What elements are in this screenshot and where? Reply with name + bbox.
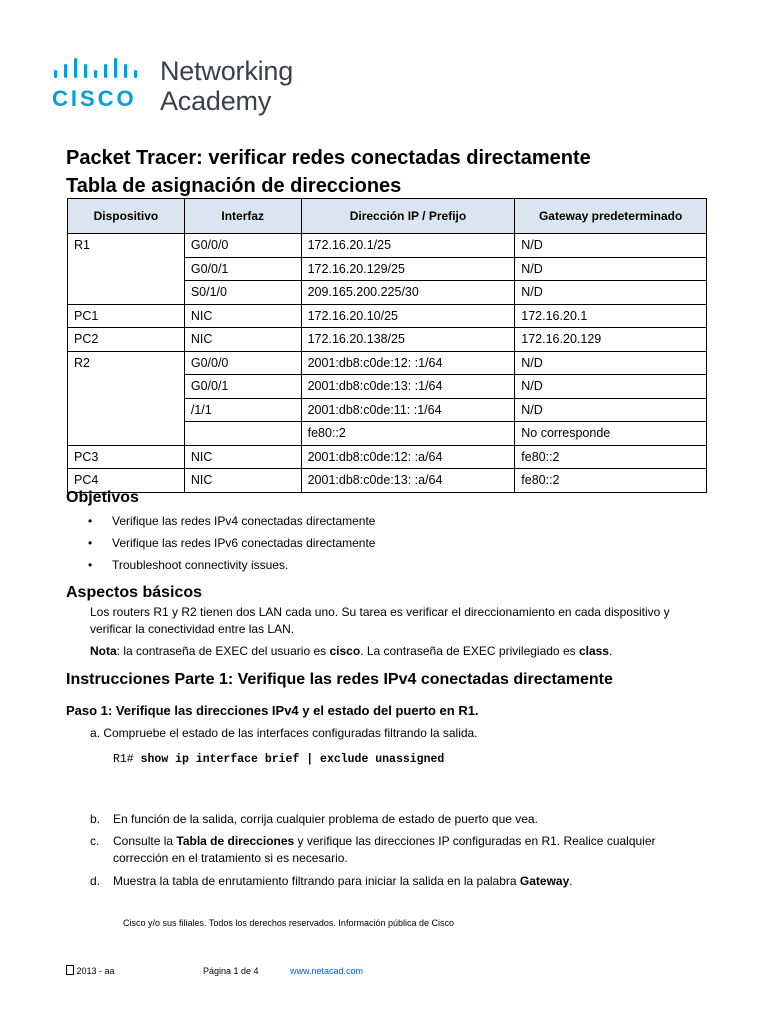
objective-item xyxy=(88,535,376,551)
cell-ip: 2001:db8:c0de:13: :1/64 xyxy=(301,375,515,399)
cell-gateway: N/D xyxy=(515,281,707,305)
step1-heading: Paso 1: Verifique las direcciones IPv4 y el estado del puerto en R1. xyxy=(66,703,479,718)
cell-interface: NIC xyxy=(184,445,301,469)
cell-interface: /1/1 xyxy=(184,398,301,422)
cell-interface: NIC xyxy=(184,328,301,352)
cell-gateway: No corresponde xyxy=(515,422,707,446)
command-line xyxy=(113,752,444,768)
step-b-text: En función de la salida, corrija cualquier problema de estado de puerto que vea. xyxy=(113,812,538,826)
cell-interface: G0/0/1 xyxy=(184,257,301,281)
cell-ip: 2001:db8:c0de:13: :a/64 xyxy=(301,469,515,493)
table-row xyxy=(68,351,707,375)
note-paragraph xyxy=(90,643,700,660)
note-text: : la contraseña de EXEC del usuario es xyxy=(116,644,330,658)
copyright-line: Cisco y/o sus filiales. Todos los derechos reservados. Información pública de Cisco xyxy=(123,918,454,928)
cell-device: R1 xyxy=(68,234,185,305)
cisco-logo-icon xyxy=(52,58,152,110)
cell-device: PC3 xyxy=(68,445,185,469)
step-d-pre: Muestra la tabla de enrutamiento filtrando para iniciar la salida en la palabra xyxy=(113,874,520,888)
table-title: Tabla de asignación de direcciones xyxy=(66,175,402,197)
background-text: Los routers R1 y R2 tienen dos LAN cada uno. Su tarea es verificar el direccionamiento en cada dispositivo y verificar la conectividad entre las LAN. xyxy=(90,605,670,636)
objective-item xyxy=(88,557,289,573)
table-row xyxy=(68,328,707,352)
step-c-pre: Consulte la xyxy=(113,834,177,848)
step-d-post: . xyxy=(569,874,573,888)
page-title: Packet Tracer: verificar redes conectadas directamente xyxy=(66,147,591,169)
cell-ip: 2001:db8:c0de:12: :a/64 xyxy=(301,445,515,469)
table-row xyxy=(68,234,707,258)
cell-interface: G0/0/0 xyxy=(184,234,301,258)
cell-gateway: N/D xyxy=(515,398,707,422)
step-c-post: y verifique las direcciones IP configuradas en R1. Realice cualquier corrección en el tratamiento si es necesario. xyxy=(113,834,656,865)
cell-ip: 172.16.20.138/25 xyxy=(301,328,515,352)
table-row xyxy=(68,304,707,328)
note-text: . La contraseña de EXEC privilegiado es xyxy=(360,644,579,658)
cell-gateway: 172.16.20.1 xyxy=(515,304,707,328)
table-row xyxy=(68,445,707,469)
priv-password: class xyxy=(578,644,609,658)
objectives-heading: Objetivos xyxy=(66,489,139,506)
footer-page: Página 1 de 4 xyxy=(203,966,259,976)
header-ip: Dirección IP / Prefijo xyxy=(301,199,515,234)
step-a-text: a. Compruebe el estado de las interfaces configuradas filtrando la salida. xyxy=(90,726,478,740)
cell-gateway: N/D xyxy=(515,234,707,258)
cell-ip: fe80::2 xyxy=(301,422,515,446)
cell-interface: S0/1/0 xyxy=(184,281,301,305)
step-d-label: d. xyxy=(90,874,101,888)
objective-text: Verifique las redes IPv4 conectadas directamente xyxy=(112,514,376,528)
footer-year-text: 2013 - aa xyxy=(74,966,115,976)
brand-networking: Networking xyxy=(160,56,294,86)
step-b-label: b. xyxy=(90,812,101,826)
cell-device: R2 xyxy=(68,351,185,445)
footer-year xyxy=(66,965,115,977)
cell-gateway: fe80::2 xyxy=(515,445,707,469)
cell-gateway: N/D xyxy=(515,257,707,281)
header-interface: Interfaz xyxy=(184,199,301,234)
footer-link[interactable]: www.netacad.com xyxy=(290,966,364,976)
cell-ip: 172.16.20.1/25 xyxy=(301,234,515,258)
header-device: Dispositivo xyxy=(68,199,185,234)
user-password: cisco xyxy=(329,644,361,658)
cell-device: PC1 xyxy=(68,304,185,328)
step-c-label: c. xyxy=(90,834,100,848)
cell-ip: 2001:db8:c0de:12: :1/64 xyxy=(301,351,515,375)
step-d-bold: Gateway xyxy=(519,874,570,888)
cell-interface: NIC xyxy=(184,469,301,493)
step-c-text xyxy=(113,833,703,867)
objective-item xyxy=(88,513,376,529)
copyright-icon xyxy=(66,965,74,975)
step-d-text xyxy=(113,873,703,890)
addressing-table xyxy=(67,198,707,493)
cell-ip: 2001:db8:c0de:11: :1/64 xyxy=(301,398,515,422)
objective-text: Verifique las redes IPv6 conectadas directamente xyxy=(112,536,376,550)
cisco-wordmark: CISCO xyxy=(52,86,137,110)
step-c-bold: Tabla de direcciones xyxy=(176,834,295,848)
note-label: Nota xyxy=(90,644,117,658)
cell-device: PC4 xyxy=(68,469,185,493)
objective-text: Troubleshoot connectivity issues. xyxy=(112,558,289,572)
cell-interface: NIC xyxy=(184,304,301,328)
cell-gateway: fe80::2 xyxy=(515,469,707,493)
cell-interface: G0/0/0 xyxy=(184,351,301,375)
header-gateway: Gateway predeterminado xyxy=(515,199,707,234)
table-header-row xyxy=(68,199,707,234)
cell-interface: G0/0/1 xyxy=(184,375,301,399)
note-text: . xyxy=(608,644,613,658)
part1-heading: Instrucciones Parte 1: Verifique las redes IPv4 conectadas directamente xyxy=(66,671,613,688)
cell-ip: 172.16.20.129/25 xyxy=(301,257,515,281)
cell-device: PC2 xyxy=(68,328,185,352)
command-prompt: R1# xyxy=(113,753,134,766)
background-heading: Aspectos básicos xyxy=(66,584,203,601)
cell-ip: 209.165.200.225/30 xyxy=(301,281,515,305)
cell-gateway: N/D xyxy=(515,375,707,399)
brand-academy: Academy xyxy=(160,86,272,116)
cell-ip: 172.16.20.10/25 xyxy=(301,304,515,328)
cell-gateway: N/D xyxy=(515,351,707,375)
command-text: show ip interface brief | exclude unassigned xyxy=(133,753,445,766)
table-row xyxy=(68,469,707,493)
cell-gateway: 172.16.20.129 xyxy=(515,328,707,352)
cell-interface xyxy=(184,422,301,446)
